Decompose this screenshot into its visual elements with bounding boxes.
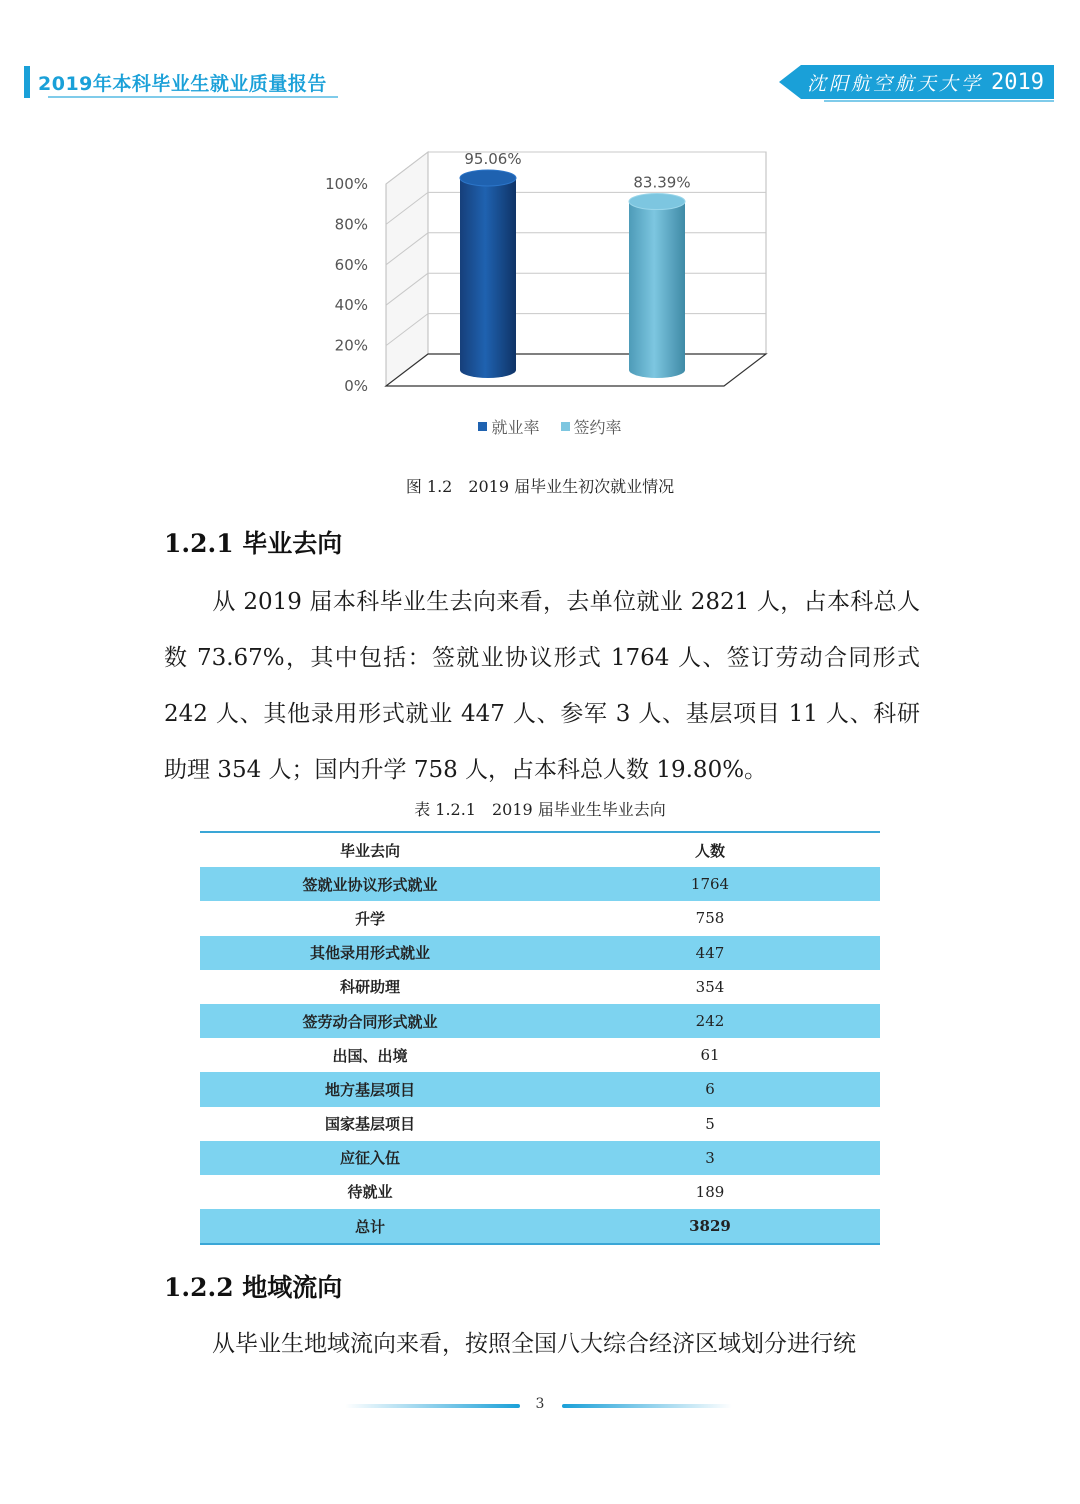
legend-label-employment: 就业率	[491, 418, 540, 437]
table-row	[200, 1072, 880, 1106]
table-row	[200, 1038, 880, 1072]
bar-2-body	[629, 202, 685, 370]
table-cell-count: 189	[695, 1182, 725, 1201]
paragraph-text: 从 2019 届本科毕业生去向来看，去单位就业 2821 人，占本科总人数 73.67%，其中包括：签就业协议形式 1764 人、签订劳动合同形式 242 人、其他录用形式就业 447 人、参军 3 人、基层项目 11 人、科研助理 354 人；国内升学 758 人，占本科总人数 19.80%。	[164, 589, 920, 783]
table-cell-destination: 国家基层项目	[324, 1115, 415, 1134]
table-row	[200, 1175, 880, 1209]
header-left	[24, 64, 327, 100]
table-cell-count: 6	[540, 1072, 880, 1106]
chart-legend	[300, 415, 800, 438]
bar-2-top	[629, 194, 685, 210]
employment-chart	[300, 140, 800, 460]
report-title: 2019年本科毕业生就业质量报告	[38, 72, 327, 95]
bar-2-base	[629, 362, 685, 378]
header-right-underline	[824, 100, 1054, 102]
header-left-bar-icon	[24, 66, 30, 98]
university-name: 沈阳航空航天大学	[807, 72, 984, 95]
legend-swatch-contract	[561, 422, 570, 431]
section-heading-region: 1.2.2 地域流向	[164, 1273, 343, 1302]
chart-svg	[300, 140, 800, 410]
table-cell-count: 3	[540, 1141, 880, 1175]
header-arrow-icon	[779, 65, 801, 99]
bar-1-base	[460, 362, 516, 378]
table-header-destination: 毕业去向	[200, 832, 540, 867]
table-total-row	[200, 1209, 880, 1244]
legend-swatch-employment	[478, 422, 487, 431]
page-number: 3	[535, 1396, 545, 1412]
destination-table	[200, 831, 880, 1245]
section-heading-destination: 1.2.1 毕业去向	[164, 529, 343, 558]
table-caption: 表 1.2.1 2019 届毕业生毕业去向	[414, 800, 666, 819]
table-cell-count: 1764	[540, 867, 880, 901]
y-tick-label: 0%	[344, 377, 368, 395]
table-cell-count: 354	[695, 977, 725, 996]
table-total-label: 总计	[200, 1209, 540, 1244]
figure-caption: 图 1.2 2019 届毕业生初次就业情况	[405, 477, 675, 496]
bar-1-body	[460, 178, 516, 370]
bar-2-data-label: 83.39%	[633, 173, 691, 192]
table-cell-count: 242	[540, 1004, 880, 1038]
y-tick-label: 40%	[334, 296, 368, 315]
y-tick-label: 80%	[334, 215, 368, 234]
table-row	[200, 1107, 880, 1141]
y-tick-label: 60%	[334, 255, 368, 274]
table-header-count: 人数	[540, 832, 880, 867]
y-tick-label: 100%	[325, 175, 368, 193]
bar-1-top	[460, 170, 516, 186]
footer-left-line	[345, 1404, 520, 1408]
table-row	[200, 1141, 880, 1175]
table-cell-count: 447	[540, 936, 880, 970]
section-paragraph-destination	[164, 574, 920, 798]
legend-item-contract	[561, 415, 622, 438]
legend-item-employment	[478, 415, 539, 438]
table-cell-count: 61	[700, 1046, 720, 1065]
table-cell-destination: 升学	[354, 909, 385, 928]
table-row	[200, 936, 880, 970]
chart-side-wall	[386, 152, 428, 386]
table-cell-destination: 科研助理	[339, 978, 400, 997]
footer-right-line	[562, 1404, 732, 1408]
table-cell-destination: 签就业协议形式就业	[200, 867, 540, 901]
bar-1-data-label: 95.06%	[464, 149, 522, 168]
table-cell-destination: 出国、出境	[332, 1046, 408, 1065]
table-row	[200, 970, 880, 1004]
table-cell-count: 758	[695, 909, 725, 928]
table-header-row	[200, 832, 880, 867]
section-paragraph-region	[164, 1316, 920, 1372]
table-cell-destination: 待就业	[347, 1183, 393, 1202]
table-row	[200, 901, 880, 935]
header-right	[779, 64, 1054, 100]
table-row	[200, 867, 880, 901]
table-cell-destination: 应征入伍	[200, 1141, 540, 1175]
header-right-band	[801, 65, 1054, 99]
header-year: 2019	[991, 69, 1044, 95]
table-row	[200, 1004, 880, 1038]
table-cell-count: 5	[705, 1114, 715, 1133]
y-tick-label: 20%	[334, 336, 368, 355]
legend-label-contract: 签约率	[573, 418, 622, 437]
table-cell-destination: 地方基层项目	[200, 1072, 540, 1106]
table-cell-destination: 签劳动合同形式就业	[200, 1004, 540, 1038]
table-cell-destination: 其他录用形式就业	[200, 936, 540, 970]
table-total-value: 3829	[540, 1209, 880, 1244]
paragraph-text: 从毕业生地域流向来看，按照全国八大综合经济区域划分进行统	[212, 1331, 856, 1357]
header-left-underline	[48, 96, 338, 98]
chart-floor	[386, 354, 766, 386]
